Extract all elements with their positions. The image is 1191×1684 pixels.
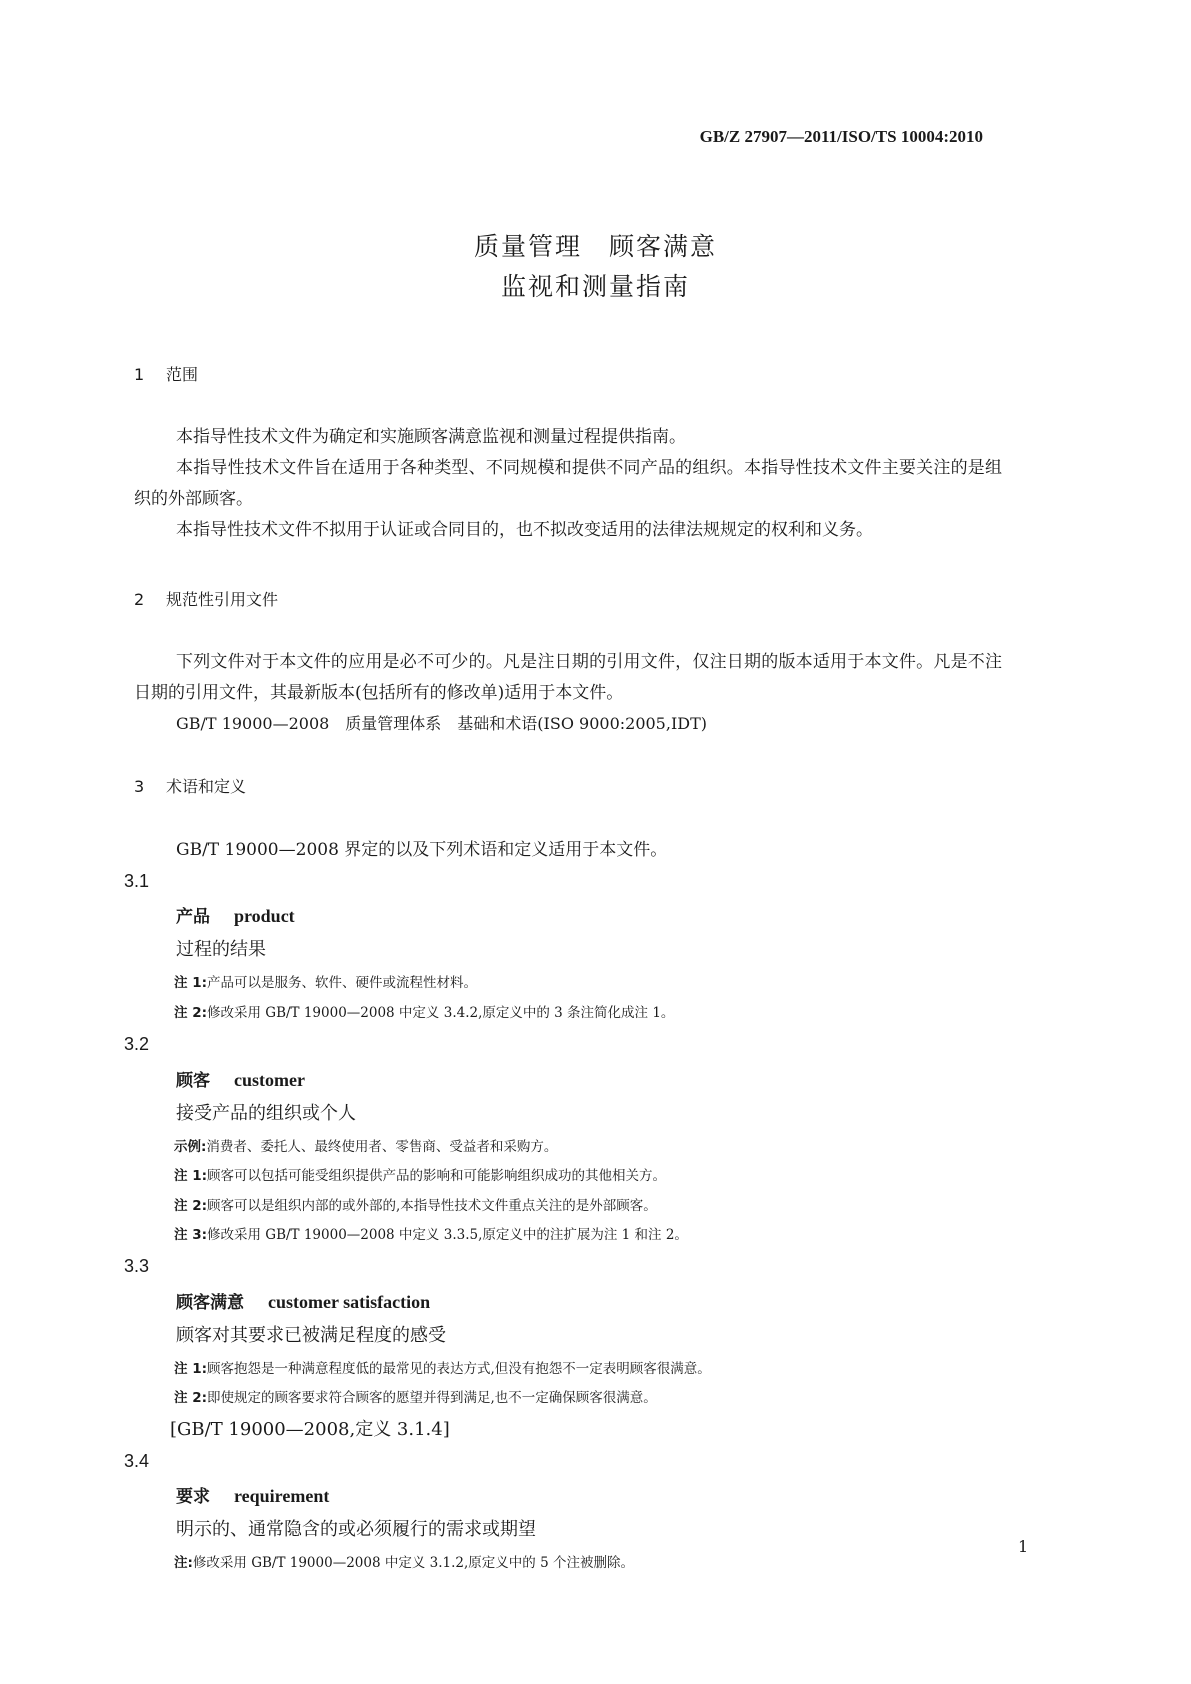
note-text: 即使规定的顾客要求符合顾客的愿望并得到满足,也不一定确保顾客很满意。: [207, 1390, 657, 1406]
note-label: 注:: [174, 1555, 193, 1571]
term-en: customer satisfaction: [268, 1292, 431, 1312]
note-text: 顾客可以是组织内部的或外部的,本指导性技术文件重点关注的是外部顾客。: [207, 1198, 657, 1214]
term-zh: 产品: [176, 907, 210, 927]
section-number: 3: [134, 777, 145, 796]
paragraph: 下列文件对于本文件的应用是必不可少的。凡是注日期的引用文件，仅注日期的版本适用于本文件。凡是不注日期的引用文件，其最新版本(包括所有的修改单)适用于本文件。: [134, 652, 1002, 703]
term-en: customer: [234, 1070, 305, 1090]
note: [174, 1551, 634, 1575]
term-number: 3.2: [124, 1034, 150, 1054]
note-text: 产品可以是服务、软件、硬件或流程性材料。: [207, 975, 477, 991]
note: [174, 971, 477, 995]
section-number: 1: [134, 365, 145, 384]
term-number: 3.3: [124, 1256, 150, 1276]
term-source: [GB/T 19000—2008,定义 3.1.4]: [170, 1419, 450, 1440]
section-heading-3: [134, 775, 246, 799]
term-number: 3.1: [124, 871, 150, 891]
note-label: 注 2:: [174, 1005, 207, 1021]
term-number: 3.4: [124, 1451, 150, 1471]
note-text: 消费者、委托人、最终使用者、零售商、受益者和采购方。: [206, 1139, 558, 1155]
note-text: 修改采用 GB/T 19000—2008 中定义 3.4.2,原定义中的 3 条注简化成注 1。: [207, 1005, 675, 1021]
term-definition: 接受产品的组织或个人: [176, 1103, 356, 1124]
note-label: 注 2:: [174, 1198, 207, 1214]
note-label: 注 3:: [174, 1227, 207, 1243]
section-heading-2: [134, 588, 278, 612]
note-text: 顾客可以包括可能受组织提供产品的影响和可能影响组织成功的其他相关方。: [207, 1168, 666, 1184]
term-heading: [176, 1068, 305, 1093]
normative-reference: GB/T 19000—2008 质量管理体系 基础和术语(ISO 9000:2005,IDT): [176, 714, 708, 733]
paragraph: GB/T 19000—2008 界定的以及下列术语和定义适用于本文件。: [176, 840, 668, 860]
example: [174, 1135, 557, 1159]
section-title: 术语和定义: [166, 777, 247, 796]
note: [174, 1386, 657, 1410]
term-definition: 顾客对其要求已被满足程度的感受: [176, 1325, 446, 1346]
section-heading-1: [134, 363, 198, 387]
note: [174, 1194, 657, 1218]
note-label: 注 1:: [174, 1168, 207, 1184]
section-title: 范围: [166, 365, 199, 384]
term-heading: [176, 1484, 329, 1509]
term-heading: [176, 1290, 430, 1315]
term-zh: 顾客: [176, 1071, 210, 1091]
note-label: 注 1:: [174, 1361, 207, 1377]
term-heading: [176, 904, 295, 929]
document-title-line-1: 质量管理 顾客满意: [473, 232, 717, 261]
note-label: 注 2:: [174, 1390, 207, 1406]
section-title: 规范性引用文件: [166, 590, 279, 609]
note-label: 示例:: [174, 1139, 207, 1155]
document-code-header: GB/Z 27907—2011/ISO/TS 10004:2010: [699, 127, 983, 146]
paragraph: 本指导性技术文件旨在适用于各种类型、不同规模和提供不同产品的组织。本指导性技术文件主要关注的是组织的外部顾客。: [134, 458, 1002, 509]
paragraph: 本指导性技术文件为确定和实施顾客满意监视和测量过程提供指南。: [176, 427, 686, 447]
note: [174, 1001, 674, 1025]
document-title-line-2: 监视和测量指南: [500, 272, 690, 301]
term-en: requirement: [234, 1486, 330, 1506]
term-en: product: [234, 906, 295, 926]
note: [174, 1357, 711, 1381]
note-text: 顾客抱怨是一种满意程度低的最常见的表达方式,但没有抱怨不一定表明顾客很满意。: [207, 1361, 711, 1377]
term-zh: 要求: [176, 1487, 210, 1507]
page-number: 1: [1018, 1537, 1029, 1556]
note: [174, 1223, 688, 1247]
term-zh: 顾客满意: [176, 1293, 244, 1313]
note-text: 修改采用 GB/T 19000—2008 中定义 3.1.2,原定义中的 5 个注被删除。: [192, 1555, 634, 1571]
term-definition: 过程的结果: [176, 939, 266, 960]
section-number: 2: [134, 590, 145, 609]
note-label: 注 1:: [174, 975, 207, 991]
paragraph: 本指导性技术文件不拟用于认证或合同目的，也不拟改变适用的法律法规规定的权利和义务。: [176, 520, 873, 540]
note-text: 修改采用 GB/T 19000—2008 中定义 3.3.5,原定义中的注扩展为注 1 和注 2。: [207, 1227, 688, 1243]
note: [174, 1164, 666, 1188]
term-definition: 明示的、通常隐含的或必须履行的需求或期望: [176, 1519, 536, 1540]
